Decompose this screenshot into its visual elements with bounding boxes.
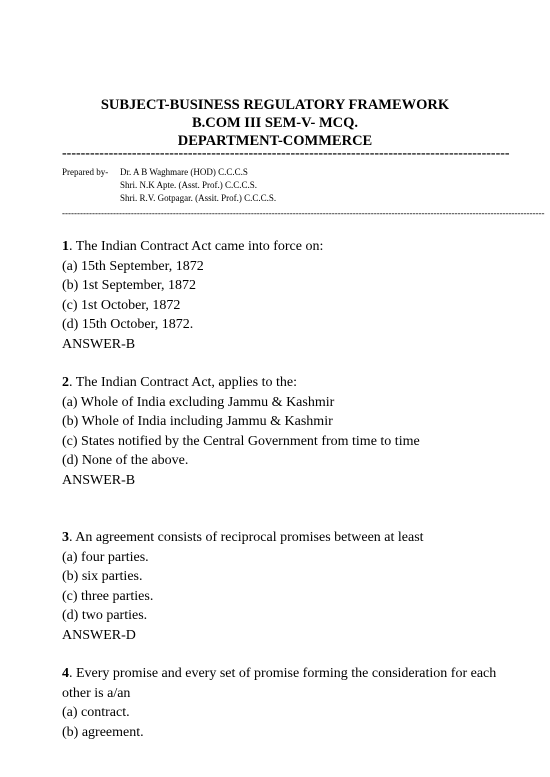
question-option: (d) 15th October, 1872. — [62, 317, 194, 332]
question-option: (d) None of the above. — [62, 453, 189, 468]
question-option: (c) three parties. — [62, 588, 154, 604]
course-title: B.COM III SEM-V- MCQ. — [191, 115, 359, 131]
preparer-name: Dr. A B Waghmare (HOD) C.C.C.S — [120, 167, 248, 177]
preparer-name: Shri. R.V. Gotpagar. (Assit. Prof.) C.C.C.S. — [120, 193, 277, 203]
question-option: (c) 1st October, 1872 — [62, 297, 181, 313]
department-title: DEPARTMENT-COMMERCE — [177, 133, 373, 149]
question-answer: ANSWER-B — [62, 336, 136, 352]
question-option: (b) 1st September, 1872 — [62, 278, 196, 293]
question-answer: ANSWER-B — [62, 472, 136, 488]
question-item — [62, 528, 502, 645]
question-number: 3 — [62, 530, 69, 545]
question-option: (b) Whole of India including Jammu & Kashmir — [62, 414, 333, 429]
question-option: (a) four parties. — [62, 549, 149, 565]
question-text: . The Indian Contract Act came into force on: — [69, 239, 324, 254]
question-option: (d) two parties. — [62, 608, 148, 623]
question-text: . The Indian Contract Act, applies to the: — [69, 375, 297, 390]
question-item — [62, 373, 502, 490]
question-number: 2 — [62, 375, 69, 390]
question-option: (c) States notified by the Central Government from time to time — [62, 433, 420, 449]
question-option: (a) Whole of India excluding Jammu & Kashmir — [62, 394, 335, 410]
question-number: 1 — [62, 239, 69, 254]
question-item — [62, 237, 502, 354]
question-answer: ANSWER-D — [62, 627, 136, 643]
question-text: . An agreement consists of reciprocal promises between at least — [69, 530, 424, 545]
subject-title: SUBJECT-BUSINESS REGULATORY FRAMEWORK — [100, 97, 450, 113]
preparer-name: Shri. N.K Apte. (Asst. Prof.) C.C.C.S. — [120, 180, 258, 190]
prepared-by-divider: ----------------------------------------------------------------------------------------------------------------------------------------------------------------- — [62, 208, 545, 218]
question-option: (b) six parties. — [62, 569, 143, 584]
question-number: 4 — [62, 666, 69, 681]
prepared-by-label: Prepared by- — [62, 167, 109, 177]
question-text: . Every promise and every set of promise forming the consideration for each other is a/an — [62, 666, 497, 701]
question-option: (b) agreement. — [62, 724, 144, 740]
header-divider: ------------------------------------------------------------------------------------------------ — [62, 146, 510, 161]
prepared-by-block — [62, 166, 276, 205]
question-list — [62, 237, 502, 742]
question-option: (a) contract. — [62, 705, 130, 720]
document-header — [0, 96, 550, 150]
question-item — [62, 664, 502, 742]
question-option: (a) 15th September, 1872 — [62, 258, 204, 274]
